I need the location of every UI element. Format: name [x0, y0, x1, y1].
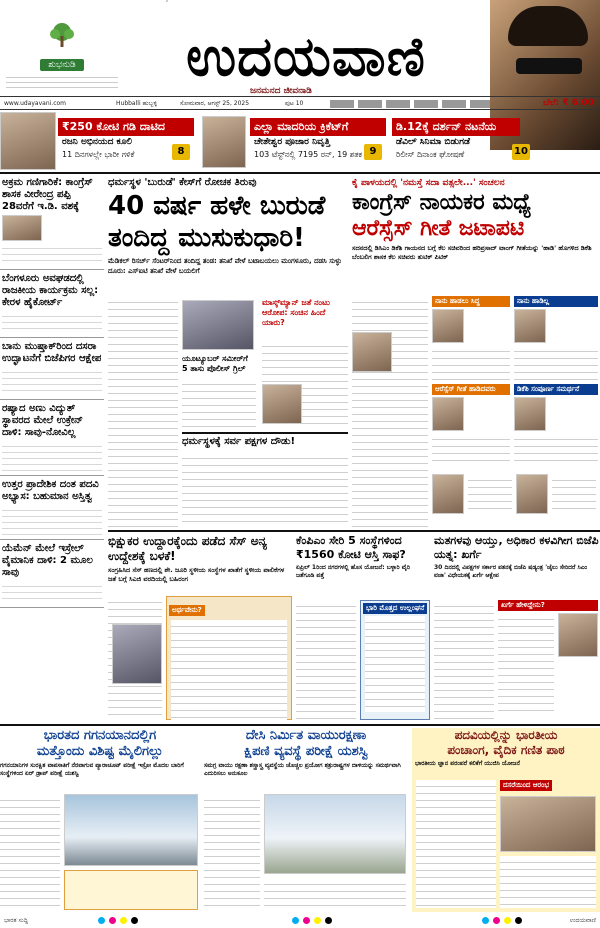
- story-headline-2: ಮತ್ತೊಂದು ವಿಶಿಷ್ಟ ಮೈಲಿಗಲ್ಲು: [36, 744, 164, 759]
- story-headline: ಭಿಕ್ಷುಕರ ಉದ್ದಾರಕ್ಕೆಂದು ಪಡೆದ ಸೆಸ್ ಅನ್ಯ ಉದ್ದೇಶಕ್ಕೆ ಬಳಕೆ!: [108, 534, 267, 563]
- left-story[interactable]: [0, 174, 104, 270]
- panel-extra: [432, 470, 598, 528]
- mla-photo: [432, 397, 464, 431]
- edition: Hubballi ಹುಬ್ಬಳ್ಳಿ: [116, 100, 157, 107]
- teaser-headline: ಎಲ್ಲಾ ಮಾದರಿಯ ಕ್ರಿಕೆಟ್‌ಗೆ: [250, 118, 386, 136]
- minister-photo: [432, 309, 464, 343]
- date: ಸೋಮವಾರ, ಆಗಸ್ಟ್ 25, 2025: [180, 100, 250, 107]
- kharge-photo: [558, 613, 598, 657]
- logo-quote: [6, 73, 118, 91]
- teaser-note: ರಿಲೀಸ್ ದಿನಾಂಕ ಘೋಷಣೆ: [396, 150, 465, 159]
- right-headline-1: ಕಾಂಗ್ರೆಸ್ ನಾಯಕರ ಮಧ್ಯೆ: [352, 190, 532, 215]
- lead-body-col2: [182, 378, 256, 432]
- kharge-box: [498, 600, 598, 713]
- story-headline: ಅಕ್ರಮ ಗಣಿಗಾರಿಕೆ: ಕಾಂಗ್ರೆಸ್ ಶಾಸಕ ವೀರೇಂದ್ರ ಪಪ್ಪಿ 28ವರೆಗೆ ಇ.ಡಿ. ವಶಕ್ಕೆ: [2, 177, 93, 212]
- panel-didnt-sing: [514, 296, 598, 381]
- story-headline-2: ಪಂಚಾಂಗ, ವೈದಿಕ ಗಣಿತ ಪಾಠ: [447, 743, 565, 757]
- pujara-photo: [202, 116, 246, 168]
- teaser-devil[interactable]: [392, 116, 528, 168]
- cess-box: [166, 596, 292, 720]
- story-body: [2, 243, 102, 265]
- left-story[interactable]: [0, 270, 104, 338]
- left-column: [0, 174, 104, 608]
- panel-body: [432, 433, 510, 463]
- middle-story-cess[interactable]: [108, 534, 292, 584]
- maskman-subhead: ಮಾಸ್ಕ್‌ಮ್ಯಾನ್ ಜತೆ ನಂಟು ಆರೋಪ: ಸಂಚಿನ ಹಿಂದೆ ಯಾರು?: [262, 298, 330, 327]
- edition-list: [330, 100, 490, 108]
- youtuber-subhead: ಯೂಟ್ಯೂಬರ್ ಸಮೀರ್‌ಗೆ 5 ತಾಸು ಪೊಲೀಸ್ ಗ್ರಿಲ್: [182, 354, 248, 373]
- story-tag: ದಸರೆಯಿಂದ ಆರಂಭ: [500, 780, 552, 791]
- lead-headline-2: ತಂದಿದ್ದ ಮುಸುಕುಧಾರಿ!: [108, 223, 305, 253]
- minister-photo: [514, 309, 546, 343]
- story-headline: ಮತಗಳವು ಆಯ್ತು, ಅಧಿಕಾರ ಕಳವಿಗೀಗ ಬಿಜೆಪಿ ಯತ್ನ: ಖರ್ಗೆ: [434, 534, 599, 561]
- shubhanudi-logo: [6, 22, 118, 96]
- official-photo: [262, 384, 302, 424]
- story-deck: ಗಗನಯಾನಿಗಳ ಸುರಕ್ಷಿತ ವಾಪಸಾತಿಗೆ ನೆರವಾಗುವ ಪ್ಯಾರಾಚೂಟ್ ಪರೀಕ್ಷೆ ಇಸ್ರೋ ಮೊದಲ ಬಾರಿಗೆ ಸಂಸ್ಥೆಗಳಿಂದ ಏರ್ ಡ್ರಾಪ್ ಪರೀಕ್ಷೆ ಯಶಸ್ವಿ: [0, 762, 184, 777]
- left-story[interactable]: [0, 338, 104, 400]
- panel-sang: [432, 384, 510, 463]
- box-body: [498, 613, 554, 713]
- story-body: [2, 441, 102, 471]
- beggar-photo: [112, 624, 162, 684]
- leader-photo: [432, 474, 464, 514]
- teaser-coolie[interactable]: [58, 116, 194, 168]
- middle-story-kptcl[interactable]: [296, 534, 430, 580]
- panel-ready: [432, 296, 510, 381]
- story-body: [2, 505, 102, 535]
- info-bar: [0, 96, 600, 110]
- box-body: [171, 620, 287, 720]
- bottom-story-gaganyaan[interactable]: [0, 728, 200, 912]
- panel-body: [514, 433, 598, 463]
- kptcl-body: [296, 600, 356, 720]
- story-headline-1: ಭಾರತದ ಗಗನಯಾನದಲ್ಲಿಗ: [43, 728, 157, 743]
- story-headline: ಬೆಂಗಳೂರು ಅವಘಡದಲ್ಲಿ ರಾಜಕೀಯ ಕಾರ್ಯಕ್ರಮ ಸಲ್ಲ: ಕೇರಳ ಹೈಕೋರ್ಟ್: [2, 273, 99, 308]
- teaser-subhead: ಚೇತೇಶ್ವರ ಪೂಜಾರ ನಿವೃತ್ತಿ: [254, 137, 331, 147]
- teaser-page-number: 9: [364, 144, 382, 160]
- panel-body: [432, 345, 510, 381]
- lead-body-col1: [108, 296, 178, 528]
- right-body-col1: [352, 296, 428, 528]
- story-body: [2, 311, 102, 333]
- tree-icon: [45, 22, 79, 48]
- teaser-page-number: 10: [512, 144, 530, 160]
- left-story[interactable]: [0, 400, 104, 476]
- left-story[interactable]: [0, 476, 104, 540]
- teaser-pujara[interactable]: [250, 116, 386, 168]
- kptcl-box: [360, 600, 430, 720]
- student-photo: [500, 796, 596, 852]
- story-body: [2, 367, 102, 395]
- footer-left: ಭಾರತ ಸುದ್ದಿ: [4, 917, 28, 924]
- panel-body: [514, 345, 598, 381]
- box-heading: ಭಾರಿ ಮೊತ್ತದ ಉಲ್ಲಂಘನೆ: [363, 603, 427, 614]
- story-headline-1: ದೇಸಿ ನಿರ್ಮಿತ ವಾಯುರಕ್ಷಣಾ: [245, 728, 367, 743]
- pages-count: ಪುಟ 10: [285, 100, 304, 107]
- panel-defence: [514, 384, 598, 463]
- right-headline-2: ಆರೆಸ್ಸೆಸ್ ಗೀತೆ ಜಟಾಪಟಿ: [352, 216, 525, 241]
- parties-subhead: ಧರ್ಮಸ್ಥಳಕ್ಕೆ ಸರ್ವ ಪಕ್ಷಗಳ ದೌಡು!: [182, 436, 296, 447]
- story-deck: ಸಂಗ್ರಹಿಸಿದ ಸೆಸ್ ಹಣದಲ್ಲಿ ಶೇ. ಜೂರಿ ಸ್ಥಳೀಯ ಸಂಸ್ಥೆಗಳ ಖಾತೆಗೆ ಸ್ಥಳೀಯ ಪಾಲಿಕೆಗಳ ಜತೆ ಬಗ್ಗೆ ಸಿಎಜಿ ವರದಿಯಲ್ಲಿ ಬಹಿರಂಗ: [108, 566, 285, 583]
- panel-heading: ನಾನು ಹಾಡಲು ಸಿದ್ಧ: [432, 296, 510, 307]
- logo-name: ಶುಭನುಡಿ: [40, 59, 83, 71]
- right-kicker: ಕೈ ಪಾಳಯದಲ್ಲಿ 'ನಮಸ್ತೆ ಸದಾ ವತ್ಸಲೇ...' ಸಂಚಲನ: [352, 178, 505, 188]
- right-story[interactable]: [352, 176, 600, 262]
- leader-photo: [516, 474, 548, 514]
- facts-box: [64, 870, 198, 910]
- tagline: ಜನಮನದ ಜೀವನಾಡಿ: [250, 86, 312, 96]
- teaser-headline: ಡಿ.12ಕ್ಕೆ ದರ್ಶನ್ ನಟನೆಯ: [392, 118, 520, 136]
- print-footer: [0, 914, 600, 928]
- teaser-subhead: ರಜನಿ ಅಭಿನಯದ ಕೂಲಿ: [62, 137, 133, 147]
- story-deck: ಏಪ್ರಿಲ್ 1ರಿಂದ ನಗರಗಳಲ್ಲಿ ಹೊಸ ಯೋಜನೆ: ಬಳ್ಳಾರಿ ವೈರಿ ಜತೆಗೂಡಿ ಪತ್ತೆ: [296, 564, 411, 579]
- panel-heading: ಡಿಕೆಶಿ ಸಂಪೂರ್ಣ ಸಮರ್ಥನೆ: [514, 384, 598, 395]
- story-headline: ಕೆಂಪಿಎಂ ಸೇರಿ 5 ಸಂಸ್ಥೆಗಳಿಂದ ₹1560 ಕೋಟಿ ಆಸ್ತಿ ಸಾಫ?: [296, 534, 406, 561]
- parties-body: [182, 452, 348, 528]
- panel-heading: ನಾನು ಹಾಡಿಲ್ಲ: [514, 296, 598, 307]
- missile-photo: [264, 794, 406, 874]
- bottom-story-ugc[interactable]: [412, 728, 600, 912]
- story-headline: ಬಾನು ಮುಷ್ತಾಕ್‌ರಿಂದ ದಸರಾ ಉದ್ಘಾಟನೆಗೆ ಬಿಜೆಪಿಗರ ಆಕ್ಷೇಪ: [2, 341, 102, 364]
- story-deck: ಭಾರತೀಯ ಜ್ಞಾನ ಪರಂಪರೆ ಕಲಿಕೆಗೆ ಯುಜಿಸಿ ಯೋಜನೆ: [415, 760, 520, 767]
- panel-heading: ಆರೆಸ್ಸೆಸ್ ಗೀತೆ ಹಾಡಿದವರು: [432, 384, 510, 395]
- lead-deck: ಮೆಡಿಕಲ್ ರಿಸರ್ಚ್ ಸೆಂಟರ್‌ನಿಂದ ತಂದಿದ್ದ ತಂಡ: ತನಿಖೆ ವೇಳೆ ಬಟಾಬಯಲು ಮಂಗಳೂರು, ದಡಸಿ ಸುಳ್ಳು ದೂರು: ಎಸ್‌ಐಟಿ ತನಿಖೆ ವೇಳೆ ಬಯಲಿಗೆ: [108, 257, 342, 275]
- story-headline: ರಷ್ಯಾದ ಅಣು ವಿದ್ಯುತ್ ಸ್ಥಾವರದ ಮೇಲೆ ಉಕ್ರೇನ್ ದಾಳಿ: ಸಾವು-ನೋವಿಲ್ಲ: [2, 403, 83, 438]
- rule: [108, 530, 600, 532]
- box-heading: ಖರ್ಗೆ ಹೇಳಿದ್ದೇನು?: [498, 600, 598, 611]
- left-story[interactable]: [0, 540, 104, 608]
- right-deck: ಸದನದಲ್ಲಿ ಡಿಸಿಎಂ ಡಿಕೆಶಿ ಗಾಯನದ ಬಗ್ಗೆ ಕೆಲ ಸಚಿವರಿಂದ ಹರಿಪ್ರಸಾದ್ ಟಾಂಗ್ ಗೀತೆಯನ್ನು 'ಹಾಡಿ' ಹೊಗಳಿದ ಡಿಕೆಶಿ ಬೆಂಬಲಿಗ ಶಾಸಕ ಕೆಲ ಸಚಿವರು ತುಟಿಕ್ ಪಿಟಿಕ್: [352, 244, 592, 261]
- rule: [0, 724, 600, 726]
- masthead: ಉದಯವಾಣಿ: [186, 24, 426, 88]
- teaser-page-number: 8: [172, 144, 190, 160]
- box-heading: ಅರ್ಥವೇನು?: [169, 605, 205, 616]
- story-deck: ಸಮಗ್ರ ವಾಯು ರಕ್ಷಣಾ ಶಸ್ತ್ರಾಸ್ತ್ರ ವ್ಯವಸ್ಥೆಯ ಚೊಚ್ಚಲ ಪ್ರಯೋಗ ಶತ್ರುರಾಷ್ಟ್ರಗಳ ದಾಳಿಯನ್ನು ಸಮರ್ಥವಾಗಿ ಎದುರಿಸಲು ಅನುಕೂಲ: [204, 762, 401, 777]
- site-url[interactable]: www.udayavani.com: [4, 100, 67, 107]
- story-headline: ಯೆಮೆನ್ ಮೇಲೆ ಇಸ್ರೇಲ್ ವೈಮಾನಿಕ ದಾಳಿ: 2 ಮೂಲ ಸಾವು: [2, 543, 93, 578]
- middle-story-kharge[interactable]: [434, 534, 600, 580]
- bottom-story-missile[interactable]: [204, 728, 408, 912]
- teaser-headline: ₹250 ಕೋಟಿ ಗಡಿ ದಾಟಿದ: [58, 118, 194, 136]
- footer-right: ಉದಯವಾಣಿ: [569, 917, 596, 924]
- story-body: [2, 581, 102, 603]
- story-headline-2: ಕ್ಷಿಪಣಿ ವ್ಯವಸ್ಥೆ ಪರೀಕ್ಷೆ ಯಶಸ್ವಿ: [243, 744, 369, 759]
- mla-photo: [2, 215, 42, 241]
- story-headline: ಉತ್ತರ ಪ್ರಾದೇಶಿಕ ದಂತ ಪದವಿ ಅಭ್ಯಾಸ: ಬಹುಮಾನ ಅಸ್ತಿತ್ವ: [2, 479, 99, 502]
- rajini-photo: [0, 112, 56, 170]
- teaser-subhead: ಡೆವಿಲ್ ಸಿನಿಮಾ ಬಿಡುಗಡೆ: [396, 137, 471, 147]
- parachute-photo: [64, 794, 198, 866]
- dkshi-photo: [352, 332, 392, 372]
- lead-story[interactable]: [108, 176, 348, 276]
- teaser-note: 103 ಟೆಸ್ಟ್‌ನಲ್ಲಿ 7195 ರನ್‌, 19 ಶತಕ: [254, 150, 363, 159]
- leader-photo: [514, 397, 546, 431]
- lead-kicker: ಧರ್ಮಸ್ಥಳ 'ಬುರುಡೆ' ಕೇಸ್‌ಗೆ ರೋಚಕ ತಿರುವು: [108, 177, 257, 188]
- story-headline-1: ಪದವಿಯಲ್ಲಿನ್ನು ಭಾರತೀಯ: [454, 728, 558, 742]
- kharge-body: [434, 600, 494, 720]
- rule: [182, 432, 348, 434]
- box-body: [365, 616, 425, 712]
- price: ಬೆಲೆ: ₹ 6.00: [542, 98, 594, 108]
- masked-man-photo: [182, 300, 254, 350]
- teaser-note: 11 ದಿನಗಳಲ್ಲೇ ಭಾರೀ ಗಳಿಕೆ: [62, 150, 135, 159]
- lead-headline-1: 40 ವರ್ಷ ಹಳೇ ಬುರುಡೆ: [108, 191, 326, 221]
- story-deck: 30 ದಿನದಲ್ಲಿ ವಿಪಕ್ಷಗಳ ಸರ್ಕಾರ ಪತನಕ್ಕೆ ಬಿಜೆಪಿ ಷಡ್ಯಂತ್ರ 'ಜೈಲು ಸೇರಿದರೆ ಸಿಎಂ ವಜಾ' ವಿಧೇಯಕಕ್ಕೆ ಖರ್ಗೆ ಆಕ್ಷೇಪ: [434, 564, 588, 579]
